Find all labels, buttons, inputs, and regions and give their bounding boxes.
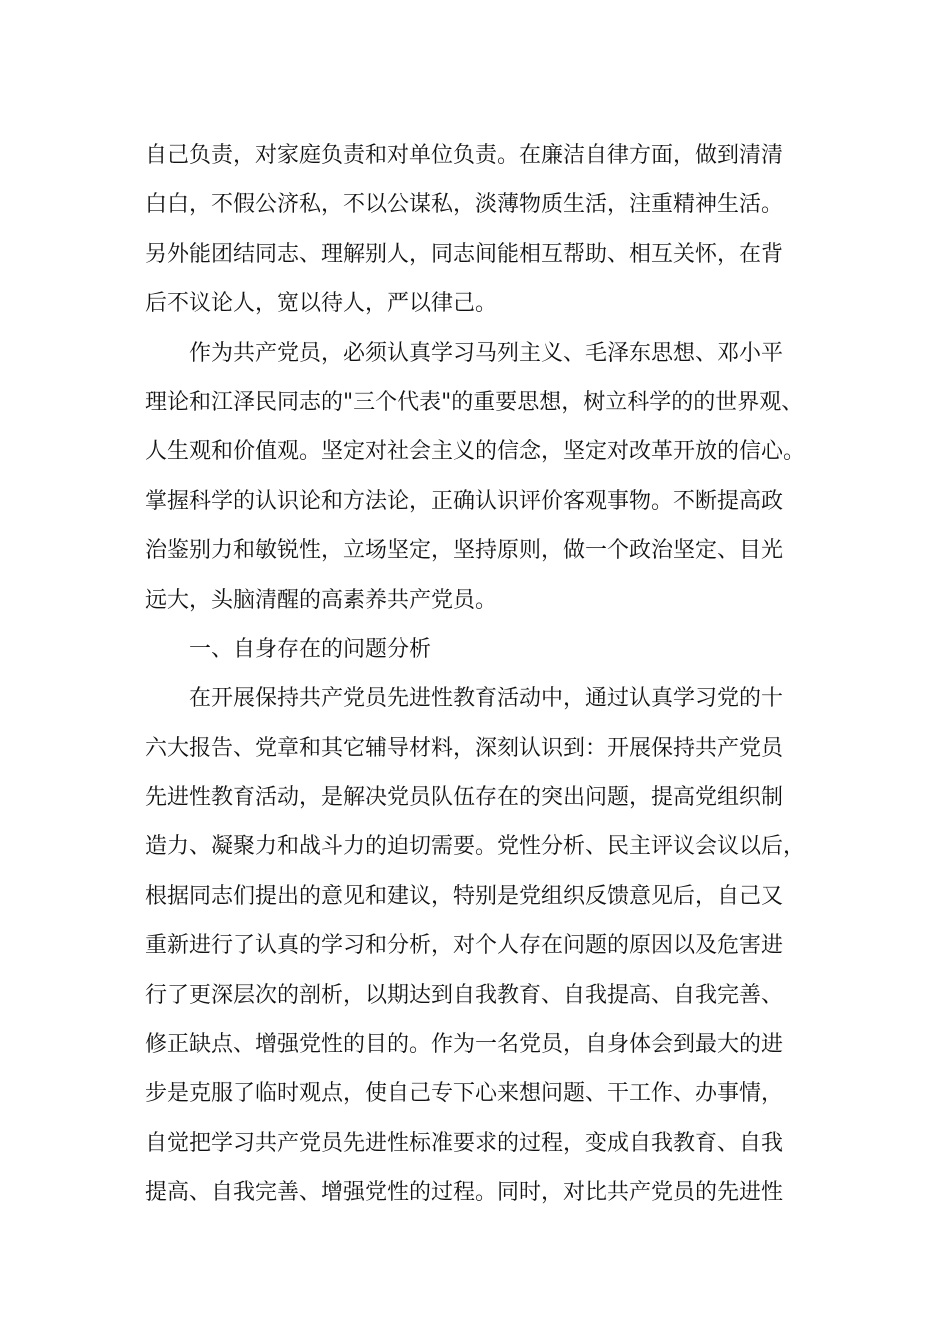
text-line: 作为共产党员，必须认真学习马列主义、毛泽东思想、邓小平 [189,340,784,366]
text-line: 根据同志们提出的意见和建议，特别是党组织反馈意见后，自己又 [145,883,784,909]
text-line: 重新进行了认真的学习和分析，对个人存在问题的原因以及危害进 [145,933,784,959]
text-line: 造力、凝聚力和战斗力的迫切需要。党性分析、民主评议会议以后， [145,834,806,860]
text-line: 六大报告、党章和其它辅导材料，深刻认识到：开展保持共产党员 [145,735,784,761]
text-line: 远大，头脑清醒的高素养共产党员。 [145,587,498,613]
text-line: 在开展保持共产党员先进性教育活动中，通过认真学习党的十 [189,686,784,712]
text-line: 行了更深层次的剖析，以期达到自我教育、自我提高、自我完善、 [145,982,784,1008]
text-line: 人生观和价值观。坚定对社会主义的信念，坚定对改革开放的信心。 [145,439,806,465]
text-line: 先进性教育活动，是解决党员队伍存在的突出问题，提高党组织制 [145,785,784,811]
text-line: 自己负责，对家庭负责和对单位负责。在廉洁自律方面，做到清清 [145,143,784,168]
text-line: 后不议论人，宽以待人，严以律己。 [145,291,498,317]
text-line: 一、自身存在的问题分析 [189,636,432,662]
document-body [145,131,835,1218]
text-line: 治鉴别力和敏锐性，立场坚定，坚持原则，做一个政治坚定、目光 [145,538,784,564]
text-line: 步是克服了临时观点，使自己专下心来想问题、干工作、办事情， [145,1081,784,1107]
text-line: 白白，不假公济私，不以公谋私，淡薄物质生活，注重精神生活。 [145,192,784,218]
text-line: 理论和江泽民同志的"三个代表"的重要思想，树立科学的的世界观、 [145,389,804,415]
text-line: 修正缺点、增强党性的目的。作为一名党员，自身体会到最大的进 [145,1032,784,1058]
text-line: 自觉把学习共产党员先进性标准要求的过程，变成自我教育、自我 [145,1130,784,1156]
text-line: 掌握科学的认识论和方法论，正确认识评价客观事物。不断提高政 [145,488,784,514]
text-line: 另外能团结同志、理解别人，同志间能相互帮助、相互关怀，在背 [145,241,784,267]
text-line: 提高、自我完善、增强党性的过程。同时，对比共产党员的先进性 [145,1180,784,1206]
